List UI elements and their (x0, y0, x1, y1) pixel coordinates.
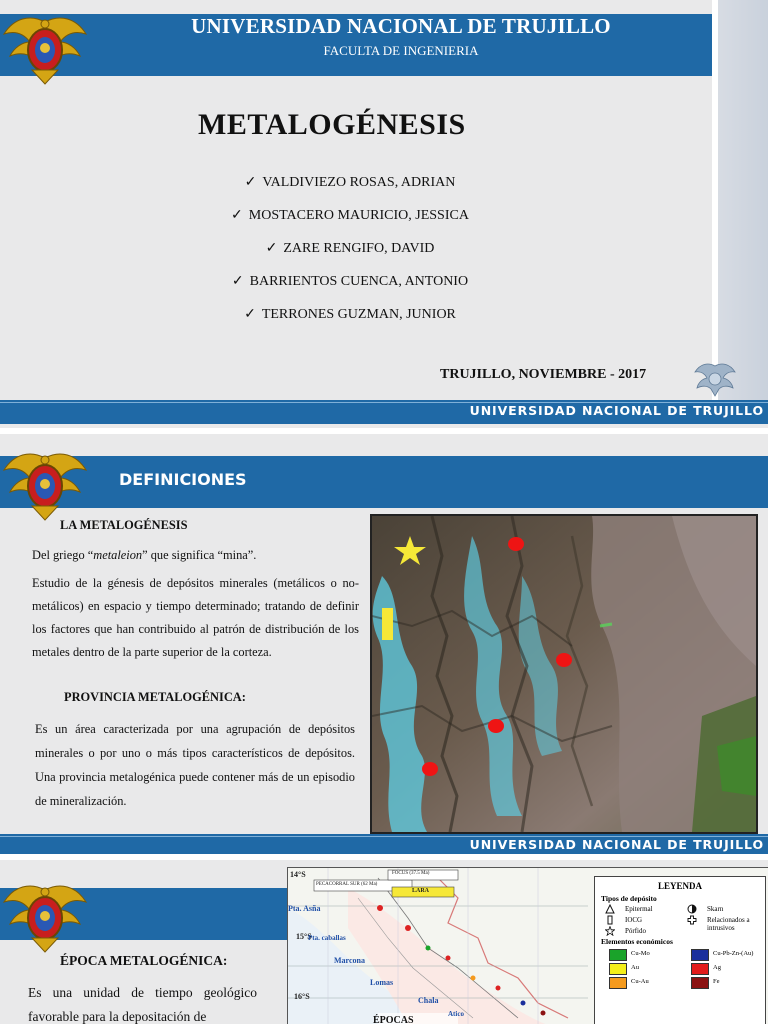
swatch-cu-pb-zn (691, 949, 709, 961)
heading-epoca: ÉPOCA METALOGÉNICA: (60, 953, 228, 968)
legend-item: Relacionados a intrusivos (707, 916, 750, 932)
university-crest-icon (2, 448, 88, 522)
check-icon: ✓ (231, 208, 243, 223)
map-box-label: LARA (412, 888, 430, 894)
author-item: ✓ ZARE RENGIFO, DAVID (265, 241, 435, 256)
star-icon (605, 926, 615, 936)
author-item: ✓ MOSTACERO MAURICIO, JESSICA (231, 208, 469, 223)
provincia-paragraph: Es un área caracterizada por una agrupación de depósitos minerales o por uno o más tipos característicos de depósitos. Una provincia metalogénica puede contener más de un episodio de mineralización. (35, 722, 355, 808)
legend-elements-title: Elementos económicos (601, 937, 673, 946)
deposit-marker (422, 762, 438, 776)
epoch-slide (0, 860, 768, 1024)
legend-element: Cu-Pb-Zn-(Au) (713, 950, 754, 957)
lat-label: 16°S (294, 992, 310, 1001)
swatch-fe (691, 977, 709, 989)
rectangle-icon (606, 915, 614, 925)
etymology-text: Del griego “metaleion” que significa “mina”. (32, 548, 257, 562)
map-box-label: FOCUS (37.5 Ma) (392, 871, 430, 876)
check-icon: ✓ (231, 274, 244, 289)
section-title: DEFINICIONES (119, 470, 247, 489)
swatch-au (609, 963, 627, 975)
check-icon: ✓ (244, 175, 257, 190)
place-label: Pta. Asña (288, 904, 321, 913)
footer-bar (0, 834, 768, 854)
lat-label: 14°S (290, 870, 306, 879)
faculty-subtitle: FACULTA DE INGENIERIA (323, 43, 479, 58)
legend-deposit-types-title: Tipos de depósito (601, 894, 657, 903)
legend-element: Cu-Au (631, 978, 649, 985)
legend-item: Pórfido (625, 927, 646, 935)
place-label: Pta. caballas (308, 934, 346, 942)
university-crest-icon (2, 880, 88, 954)
half-circle-icon (687, 904, 697, 914)
legend-element: Ag (713, 964, 721, 971)
author-item: ✓ VALDIVIEZO ROSAS, ADRIAN (244, 175, 456, 190)
check-icon: ✓ (244, 307, 256, 322)
footer-university: UNIVERSIDAD NACIONAL DE TRUJILLO (469, 837, 764, 852)
footer-university: UNIVERSIDAD NACIONAL DE TRUJILLO (469, 403, 764, 418)
swatch-cu-au (609, 977, 627, 989)
place-label: Lomas (370, 978, 394, 987)
triangle-icon (605, 904, 615, 914)
presentation-title: METALOGÉNESIS (198, 108, 466, 141)
title-slide (0, 0, 768, 428)
legend-title: LEYENDA (657, 881, 702, 891)
lat-label: 15°S (296, 932, 312, 941)
cross-icon (687, 915, 697, 925)
legend-item: IOCG (625, 916, 643, 924)
emblem-watermark-icon (694, 362, 736, 398)
deposit-marker (488, 719, 504, 733)
legend-item: Epitermal (625, 905, 653, 913)
satellite-image (370, 514, 758, 834)
legend-element: Cu-Mo (631, 950, 650, 957)
heading-provincia: PROVINCIA METALOGÉNICA: (64, 690, 246, 704)
definitions-header-bar (0, 456, 768, 508)
legend-element: Fe (713, 978, 720, 985)
yellow-marker (382, 608, 393, 640)
place-label: Chala (418, 996, 439, 1005)
legend-item: Skarn (707, 905, 724, 913)
side-band (712, 0, 768, 400)
swatch-ag (691, 963, 709, 975)
epocas-label: ÉPOCAS (373, 1015, 414, 1024)
place-label: Marcona (334, 956, 365, 965)
university-title: UNIVERSIDAD NACIONAL DE TRUJILLO (191, 14, 611, 38)
deposit-marker (508, 537, 524, 551)
swatch-cu-mo (609, 949, 627, 961)
epoca-paragraph: Es una unidad de tiempo geológico favorable para la depositación de (28, 985, 257, 1024)
metallogenic-map (287, 867, 768, 1024)
definition-paragraph: Estudio de la génesis de depósitos minerales (metálicos o no-metálicos) en espacio y tiempo determinado; tratando de definir los factores que han contribuido al patrón de distribución de los metales dentro de la parte superior de la corteza. (32, 576, 359, 659)
author-item: ✓ TERRONES GUZMAN, JUNIOR (244, 307, 456, 322)
date-location: TRUJILLO, NOVIEMBRE - 2017 (440, 367, 647, 382)
definitions-slide (0, 434, 768, 854)
map-legend (594, 876, 766, 1024)
author-item: ✓ BARRIENTOS CUENCA, ANTONIO (231, 274, 469, 289)
legend-element: Au (631, 964, 639, 971)
map-box-label: PECACORRAL SUR (62 Ma) (316, 882, 378, 887)
deposit-marker (556, 653, 572, 667)
footer-bar (0, 400, 768, 424)
check-icon: ✓ (265, 241, 278, 256)
place-label: Atico (448, 1010, 464, 1018)
heading-metalogenesis: LA METALOGÉNESIS (60, 518, 188, 532)
